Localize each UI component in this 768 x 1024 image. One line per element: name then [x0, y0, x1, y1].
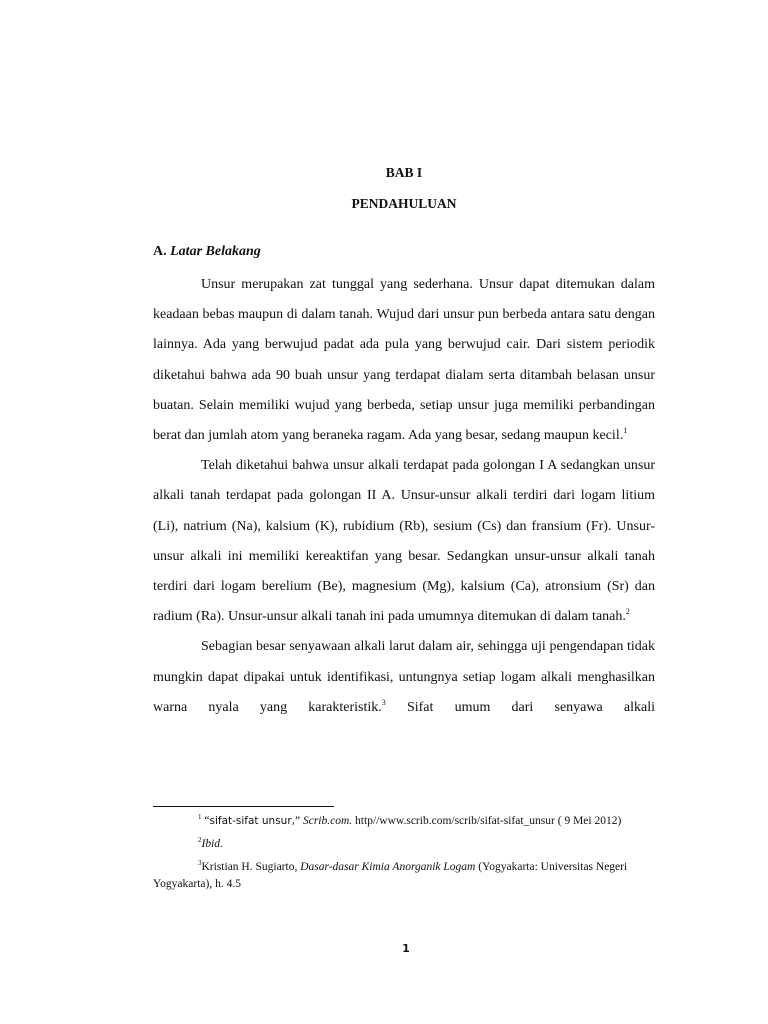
footnote-2: [153, 836, 655, 853]
footnote-quote-title: sifat-sifat unsur,: [209, 815, 295, 827]
paragraph-text-continued: Sifat umum dari senyawa alkali: [385, 699, 655, 715]
page-number: 1: [402, 942, 410, 955]
footnotes: [153, 813, 655, 899]
footnote-separator: [153, 806, 334, 807]
footnote-book-title: Dasar-dasar Kimia Anorganik Logam: [300, 861, 476, 873]
paragraph-text: Unsur merupakan zat tunggal yang sederhana. Unsur dapat ditemukan dalam keadaan bebas maupun di dalam tanah. Wujud dari unsur pun berbeda antara satu dengan lainnya. Ada yang berwujud padat ada pula yang berwujud cair. Dari sistem periodik diketahui bahwa ada 90 buah unsur yang terdapat dialam serta ditambah belasan unsur buatan. Selain memiliki wujud yang berbeda, setiap unsur juga memiliki perbandingan berat dan jumlah atom yang beraneka ragam. Ada yang besar, sedang maupun kecil.: [153, 277, 655, 444]
footnote-url: http//www.scrib.com/scrib/sifat-sifat_unsur ( 9 Mei 2012): [352, 815, 622, 827]
footnote-quote-close: ”: [294, 815, 303, 827]
paragraph-1: [153, 270, 655, 451]
footnote-reference: 3: [381, 697, 386, 707]
footnote-publication: (Yogyakarta: Universitas Negeri Yogyakarta), h. 4.5: [153, 861, 628, 890]
footnote-reference: 1: [623, 426, 628, 436]
footnote-reference: 2: [625, 607, 630, 617]
footnote-marker: 1: [198, 813, 202, 821]
footnote-source: Scrib.com.: [302, 815, 353, 827]
section-heading: [153, 244, 261, 260]
footnote-marker: 3: [198, 859, 202, 867]
paragraph-2: [153, 451, 655, 632]
paragraph-3: [153, 632, 655, 723]
body-text: [153, 270, 655, 723]
chapter-number: BAB I: [385, 165, 423, 180]
footnote-quote-open: “: [201, 815, 210, 827]
footnote-marker: 2: [198, 836, 202, 844]
paragraph-text: Sebagian besar senyawaan alkali larut dalam air, sehingga uji pengendapan tidak mungkin dapat dipakai untuk identifikasi, untungnya setiap logam alkali menghasilkan warna nyala yang karakteristik.: [153, 639, 655, 715]
footnote-author: Kristian H. Sugiarto,: [201, 861, 301, 873]
footnote-1: [153, 813, 655, 830]
section-letter: A.: [153, 244, 167, 259]
footnote-3: [153, 859, 655, 893]
paragraph-text: Telah diketahui bahwa unsur alkali terdapat pada golongan I A sedangkan unsur alkali tanah terdapat pada golongan II A. Unsur-unsur alkali terdiri dari logam litium (Li), natrium (Na), kalsium (K), rubidium (Rb), sesium (Cs) dan fransium (Fr). Unsur-unsur alkali ini memiliki kereaktifan yang besar. Sedangkan unsur-unsur alkali tanah terdiri dari logam berelium (Be), magnesium (Mg), kalsium (Ca), atronsium (Sr) dan radium (Ra). Unsur-unsur alkali tanah ini pada umumnya ditemukan di dalam tanah.: [153, 458, 655, 625]
chapter-title: PENDAHULUAN: [351, 196, 457, 211]
section-title: Latar Belakang: [170, 244, 261, 259]
footnote-ibid: Ibid.: [201, 838, 223, 850]
